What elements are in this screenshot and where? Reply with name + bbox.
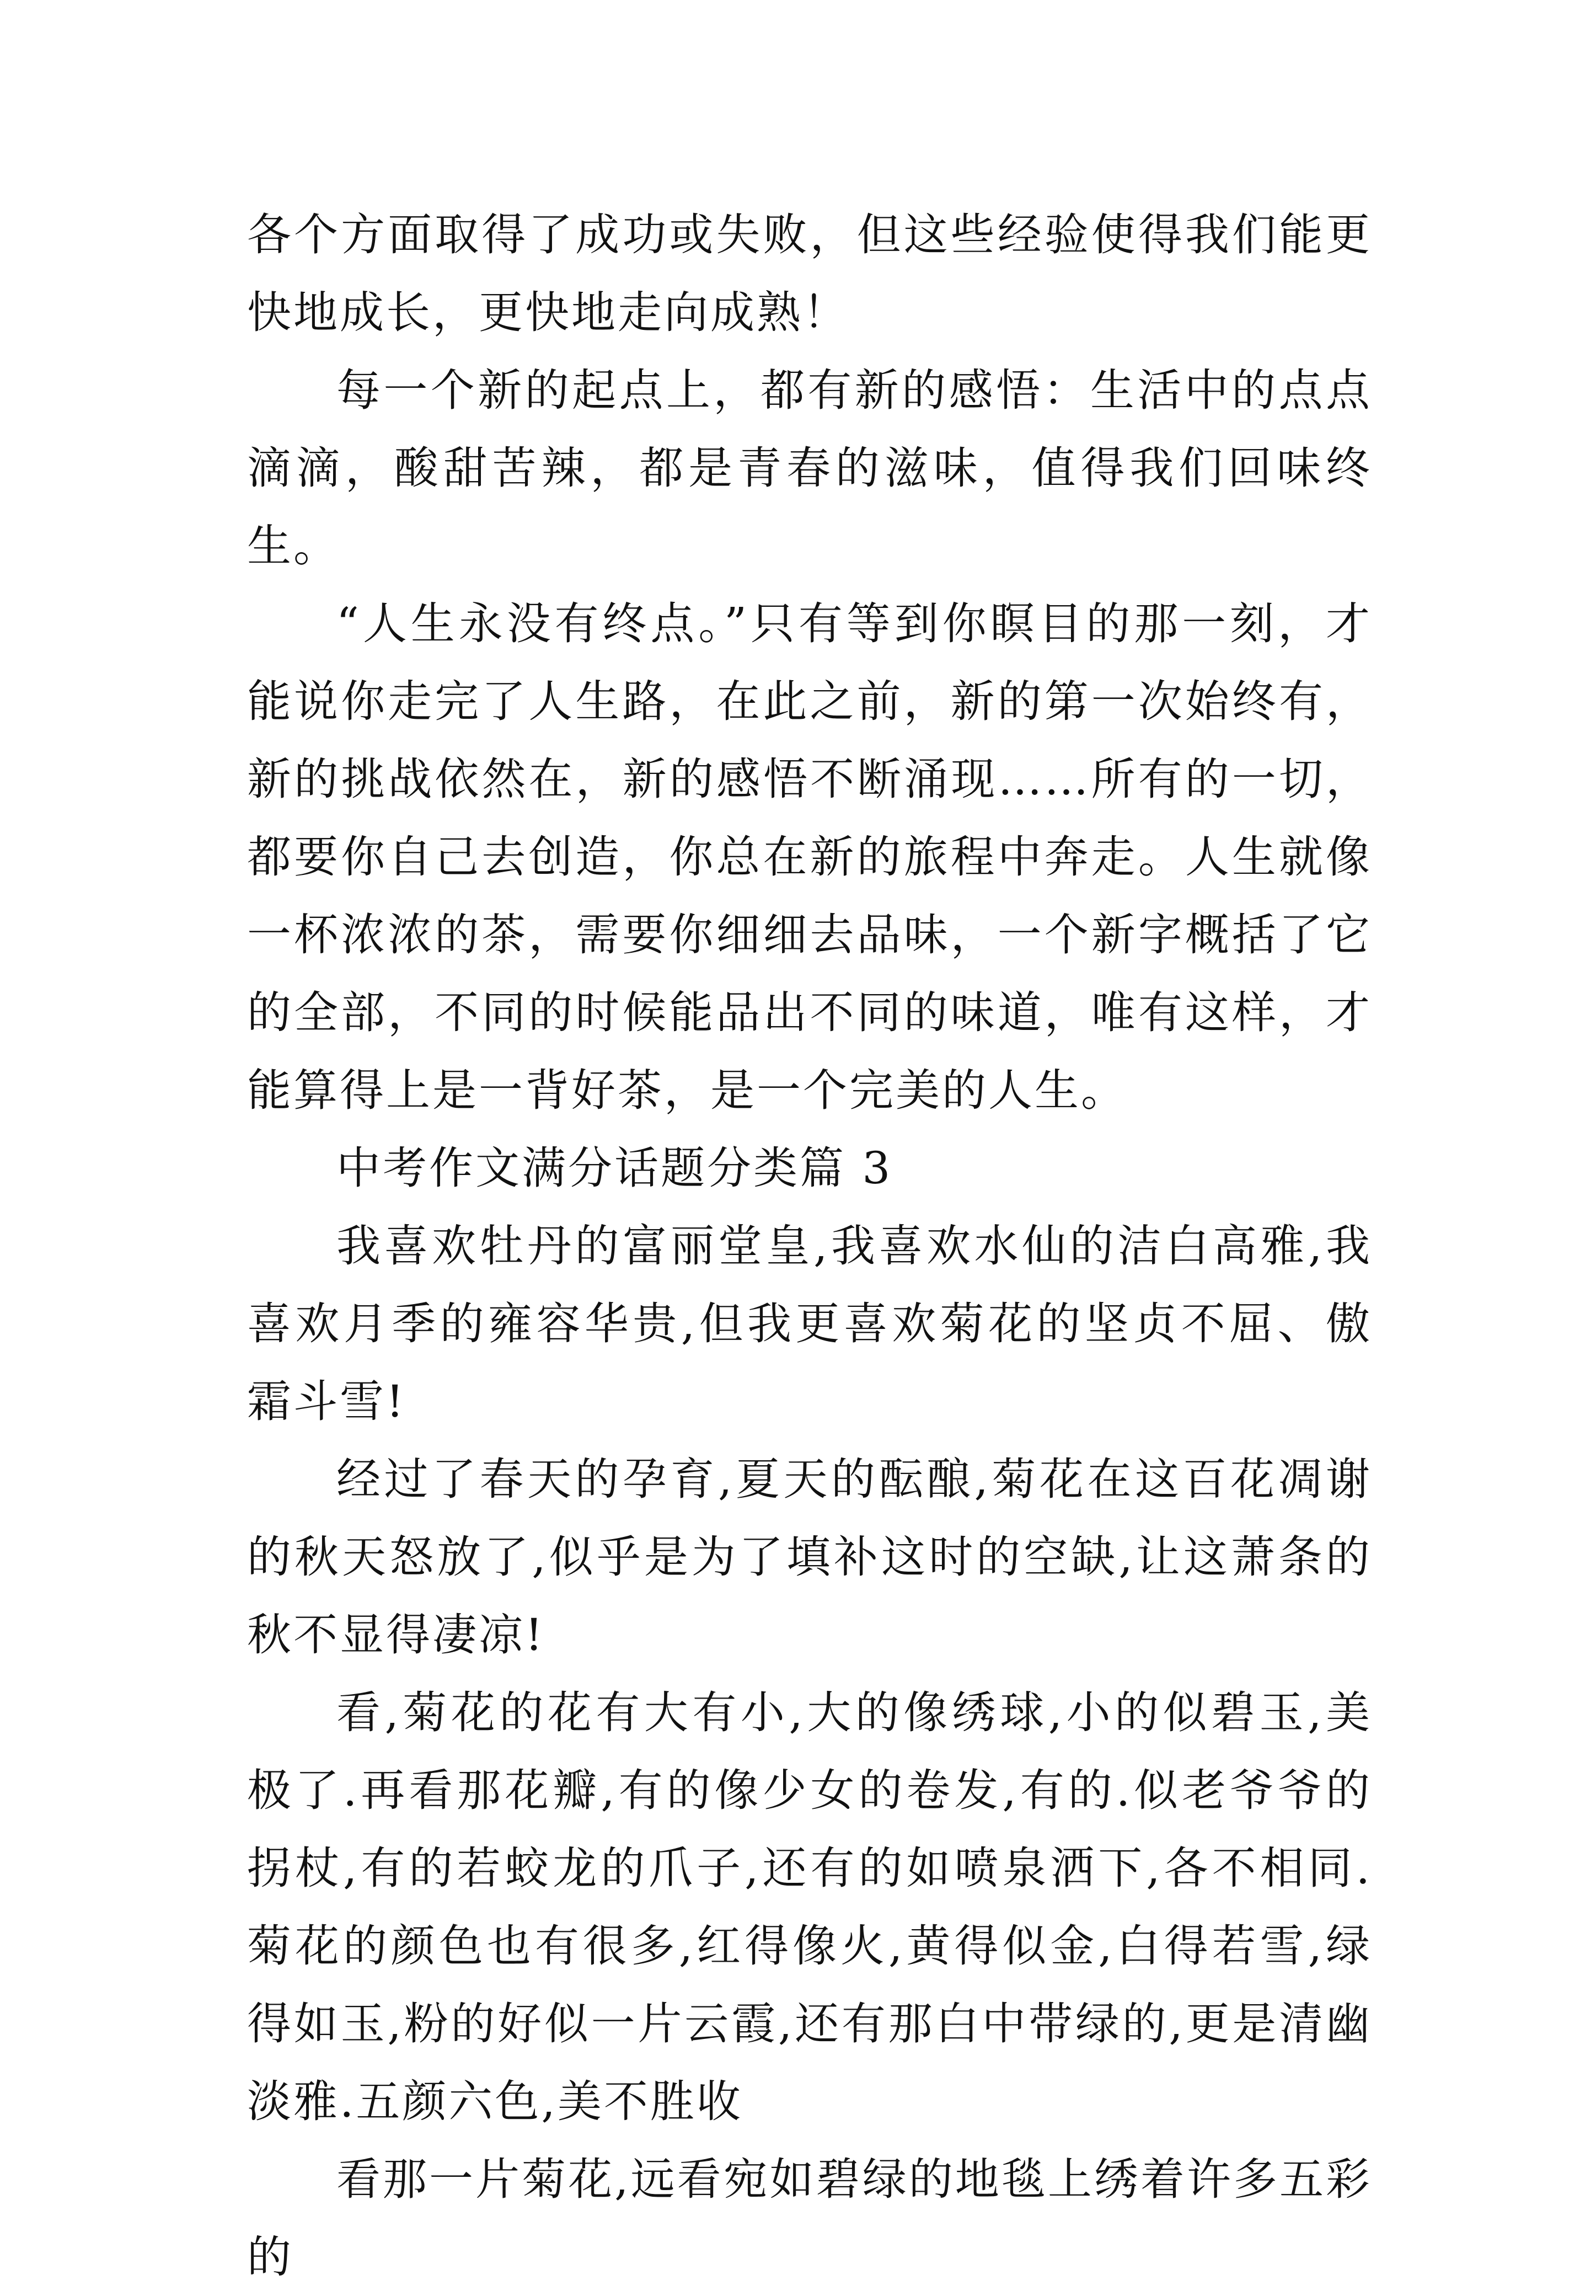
paragraph-3: “人生永没有终点。”只有等到你瞑目的那一刻，才能说你走完了人生路，在此之前，新的第一次始终有，新的挑战依然在，新的感悟不断涌现……所有的一切，都要你自己去创造，你总在新的旅程中奔走。人生就像一杯浓浓的茶，需要你细细去品味，一个新字概括了它的全部，不同的时候能品出不同的味道，唯有这样，才能算得上是一背好茶，是一个完美的人生。 [247,598,1372,1116]
paragraph-4: 我喜欢牡丹的富丽堂皇,我喜欢水仙的洁白高雅,我喜欢月季的雍容华贵,但我更喜欢菊花的坚贞不屈、傲霜斗雪! [247,1220,1372,1427]
paragraph-6: 看,菊花的花有大有小,大的像绣球,小的似碧玉,美极了.再看那花瓣,有的像少女的卷发,有的.似老爷爷的拐杖,有的若蛟龙的爪子,还有的如喷泉洒下,各不相同.菊花的颜色也有很多,红得像火,黄得似金,白得若雪,绿得如玉,粉的好似一片云霞,还有那白中带绿的,更是清幽淡雅.五颜六色,美不胜收 [247,1687,1372,2127]
document-body [247,196,1372,2296]
paragraph-7: 看那一片菊花,远看宛如碧绿的地毯上绣着许多五彩的 [247,2154,1372,2283]
paragraph-2: 每一个新的起点上，都有新的感悟：生活中的点点滴滴，酸甜苦辣，都是青春的滋味，值得我们回味终生。 [247,365,1372,572]
section-title: 中考作文满分话题分类篇 3 [336,1142,893,1194]
paragraph-1: 各个方面取得了成功或失败，但这些经验使得我们能更快地成长，更快地走向成熟！ [247,209,1372,338]
paragraph-5: 经过了春天的孕育,夏天的酝酿,菊花在这百花凋谢的秋天怒放了,似乎是为了填补这时的空缺,让这萧条的秋不显得凄凉! [247,1454,1372,1660]
